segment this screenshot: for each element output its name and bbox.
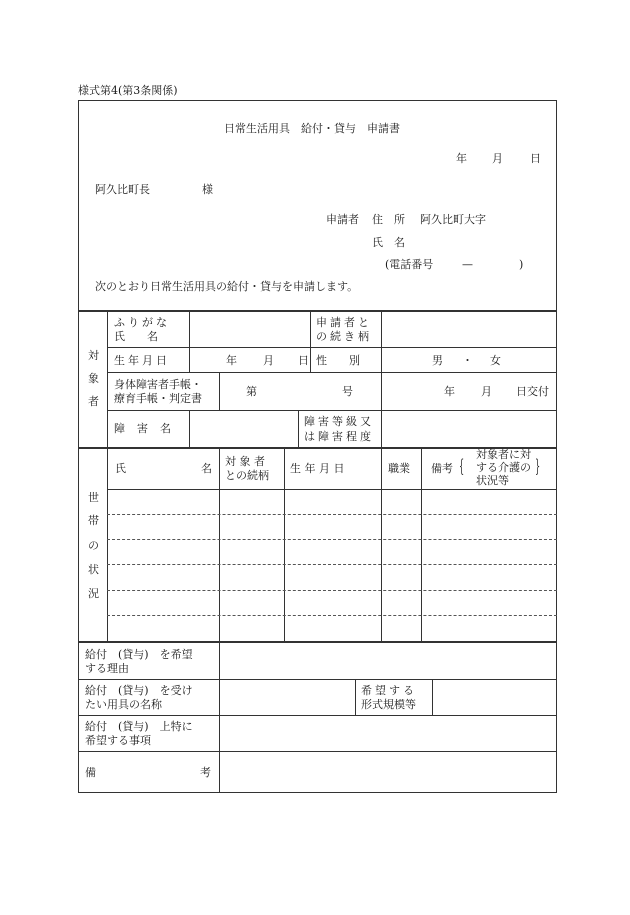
disability-name-label: 障害名 <box>114 422 183 435</box>
issue-year-label: 年 <box>444 385 455 398</box>
applicant-name-label: 氏 名 <box>372 236 405 249</box>
relation-label-2: の続き柄 <box>316 330 372 343</box>
household-row-divider <box>107 564 557 565</box>
spec-label-left-rule <box>355 679 356 715</box>
furigana-label-2: 氏 名 <box>114 330 158 343</box>
date-day-label: 日 <box>530 152 541 165</box>
bottom-row-rule-1 <box>78 679 557 680</box>
issue-date-suffix: 日交付 <box>516 385 549 398</box>
form-number-label: 様式第4(第3条関係) <box>78 84 178 97</box>
household-label-column-rule <box>107 447 108 642</box>
birth-month-label: 月 <box>263 354 274 367</box>
sex-separator: ・ <box>462 354 473 367</box>
birth-year-label: 年 <box>226 354 237 367</box>
applicant-address-value: 阿久比町大字 <box>420 213 486 226</box>
household-label-1: 世 <box>88 491 99 504</box>
subject-row-rule-3 <box>107 410 557 411</box>
household-label-3: の <box>88 539 99 552</box>
household-row-divider <box>107 590 557 591</box>
spec-label-2: 形式規模等 <box>361 698 416 711</box>
subject-row4-rule-a <box>189 410 190 447</box>
household-row-divider <box>107 539 557 540</box>
subject-row1-rule-c <box>381 310 382 347</box>
item-label-1: 給付 (貸与) を受け <box>85 684 193 697</box>
spec-label-1: 希望する <box>361 684 417 697</box>
subject-label-column-rule <box>107 310 108 447</box>
bottom-label-column-rule <box>219 641 220 793</box>
household-label-4: 状 <box>88 563 99 576</box>
household-header-rule <box>107 489 557 490</box>
form-title: 日常生活用具 給付・貸与 申請書 <box>224 122 400 135</box>
col-care-2: する介護の <box>476 461 531 474</box>
special-label-2: 希望する事項 <box>85 734 151 747</box>
addressee: 阿久比町長 <box>95 183 150 196</box>
household-row-divider <box>107 615 557 616</box>
household-col-rule-job <box>381 447 382 642</box>
subject-row3-rule-b <box>381 372 382 410</box>
reason-label-2: する理由 <box>85 662 129 675</box>
bottom-row-rule-2 <box>78 715 557 716</box>
col-relation-1: 対 象 者 <box>225 455 265 468</box>
col-note: 備考 <box>431 462 453 475</box>
subject-section-top-rule <box>78 310 557 312</box>
bottom-row-rule-3 <box>78 751 557 752</box>
subject-row-rule-1 <box>107 347 557 348</box>
col-care-1: 対象者に対 <box>476 448 531 461</box>
subject-row4-rule-b <box>298 410 299 447</box>
subject-label-3: 者 <box>88 395 99 408</box>
item-label-2: たい用具の名称 <box>85 698 162 711</box>
care-bracket-right: } <box>535 456 541 477</box>
household-row-divider <box>107 514 557 515</box>
sex-female: 女 <box>490 354 501 367</box>
household-label-2: 帯 <box>88 514 99 527</box>
spec-label-right-rule <box>432 679 433 715</box>
sex-label: 性 別 <box>316 354 360 367</box>
household-col-rule-note <box>421 447 422 642</box>
subject-row4-rule-c <box>381 410 382 447</box>
date-year-label: 年 <box>456 152 467 165</box>
subject-row3-rule-a <box>219 372 220 410</box>
special-label-1: 給付 (貸与) 上特に <box>85 720 193 733</box>
grade-label-1: 障害等級又 <box>304 415 374 428</box>
handbook-label-2: 療育手帳・判定書 <box>114 392 202 405</box>
intro-text: 次のとおり日常生活用具の給付・貸与を申請します。 <box>95 280 359 293</box>
subject-row2-rule-a <box>189 347 190 372</box>
col-name-a: 氏 <box>115 462 126 475</box>
subject-row1-rule-b <box>310 310 311 347</box>
household-label-5: 況 <box>88 587 99 600</box>
phone-dash: — <box>462 258 473 271</box>
remarks-label-a: 備 <box>85 766 96 779</box>
subject-row1-rule-a <box>189 310 190 347</box>
subject-label-2: 象 <box>88 372 99 385</box>
addressee-honorific: 様 <box>202 183 213 196</box>
col-relation-2: との続柄 <box>225 469 269 482</box>
relation-label-1: 申請者と <box>316 316 372 329</box>
household-col-rule-relation <box>219 447 220 642</box>
subject-label-1: 対 <box>88 349 99 362</box>
reason-label-1: 給付 (貸与) を希望 <box>85 648 193 661</box>
issue-month-label: 月 <box>481 385 492 398</box>
date-month-label: 月 <box>492 152 503 165</box>
applicant-address-label: 住 所 <box>372 213 405 226</box>
remarks-label-b: 考 <box>200 766 211 779</box>
handbook-no-suffix: 号 <box>342 385 353 398</box>
care-bracket-left: { <box>459 456 465 477</box>
furigana-label-1: ふりがな <box>114 316 170 329</box>
sex-male: 男 <box>432 354 443 367</box>
applicant-label: 申請者 <box>326 213 359 226</box>
birth-label: 生年月日 <box>114 354 170 367</box>
grade-label-2: は障害程度 <box>304 430 374 443</box>
handbook-no-prefix: 第 <box>246 385 257 398</box>
birth-day-label: 日 <box>298 354 309 367</box>
phone-close: ) <box>519 258 524 271</box>
col-care-3: 状況等 <box>476 474 509 487</box>
subject-row2-rule-c <box>381 347 382 372</box>
household-col-rule-birth <box>284 447 285 642</box>
subject-row2-rule-b <box>310 347 311 372</box>
handbook-label-1: 身体障害者手帳・ <box>114 378 202 391</box>
col-name-b: 名 <box>201 462 212 475</box>
col-job: 職業 <box>388 462 410 475</box>
col-birth: 生 年 月 日 <box>290 462 345 475</box>
bottom-section-top-rule <box>78 641 557 643</box>
subject-row-rule-2 <box>107 372 557 373</box>
phone-open-label: (電話番号 <box>385 258 434 271</box>
